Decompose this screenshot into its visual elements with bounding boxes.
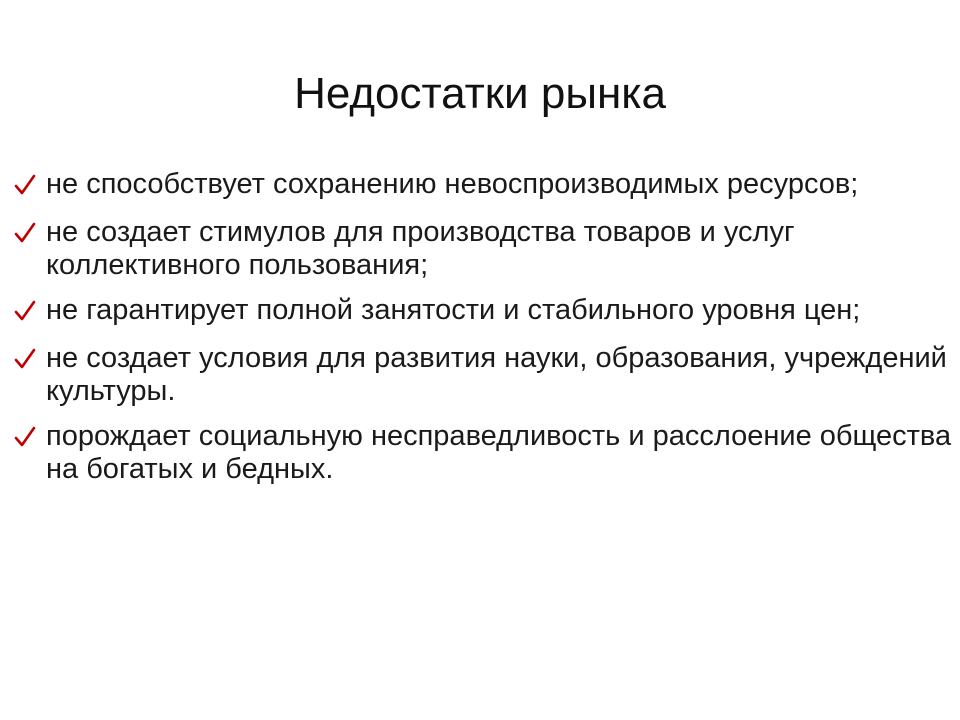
bullet-text: порождает социальную несправедливость и расслоение общества на богатых и бедных. bbox=[46, 420, 952, 485]
checkmark-icon bbox=[14, 216, 46, 252]
bullet-text: не создает условия для развития науки, образования, учреждений культуры. bbox=[46, 342, 947, 407]
checkmark-icon bbox=[14, 342, 46, 378]
slide-title: Недостатки рынка bbox=[294, 69, 666, 118]
bullet-item bbox=[14, 420, 954, 486]
checkmark-icon bbox=[14, 294, 46, 330]
checkmark-icon bbox=[14, 420, 46, 456]
bullet-text: не гарантирует полной занятости и стабильного уровня цен; bbox=[46, 294, 861, 326]
bullet-text: не способствует сохранению невоспроизводимых ресурсов; bbox=[46, 168, 859, 200]
bullet-item bbox=[14, 294, 954, 330]
bullet-list bbox=[14, 168, 954, 498]
bullet-text: не создает стимулов для производства товаров и услуг коллективного пользования; bbox=[46, 216, 795, 281]
checkmark-icon bbox=[14, 168, 46, 204]
bullet-item bbox=[14, 342, 954, 408]
bullet-item bbox=[14, 168, 954, 204]
bullet-item bbox=[14, 216, 954, 282]
